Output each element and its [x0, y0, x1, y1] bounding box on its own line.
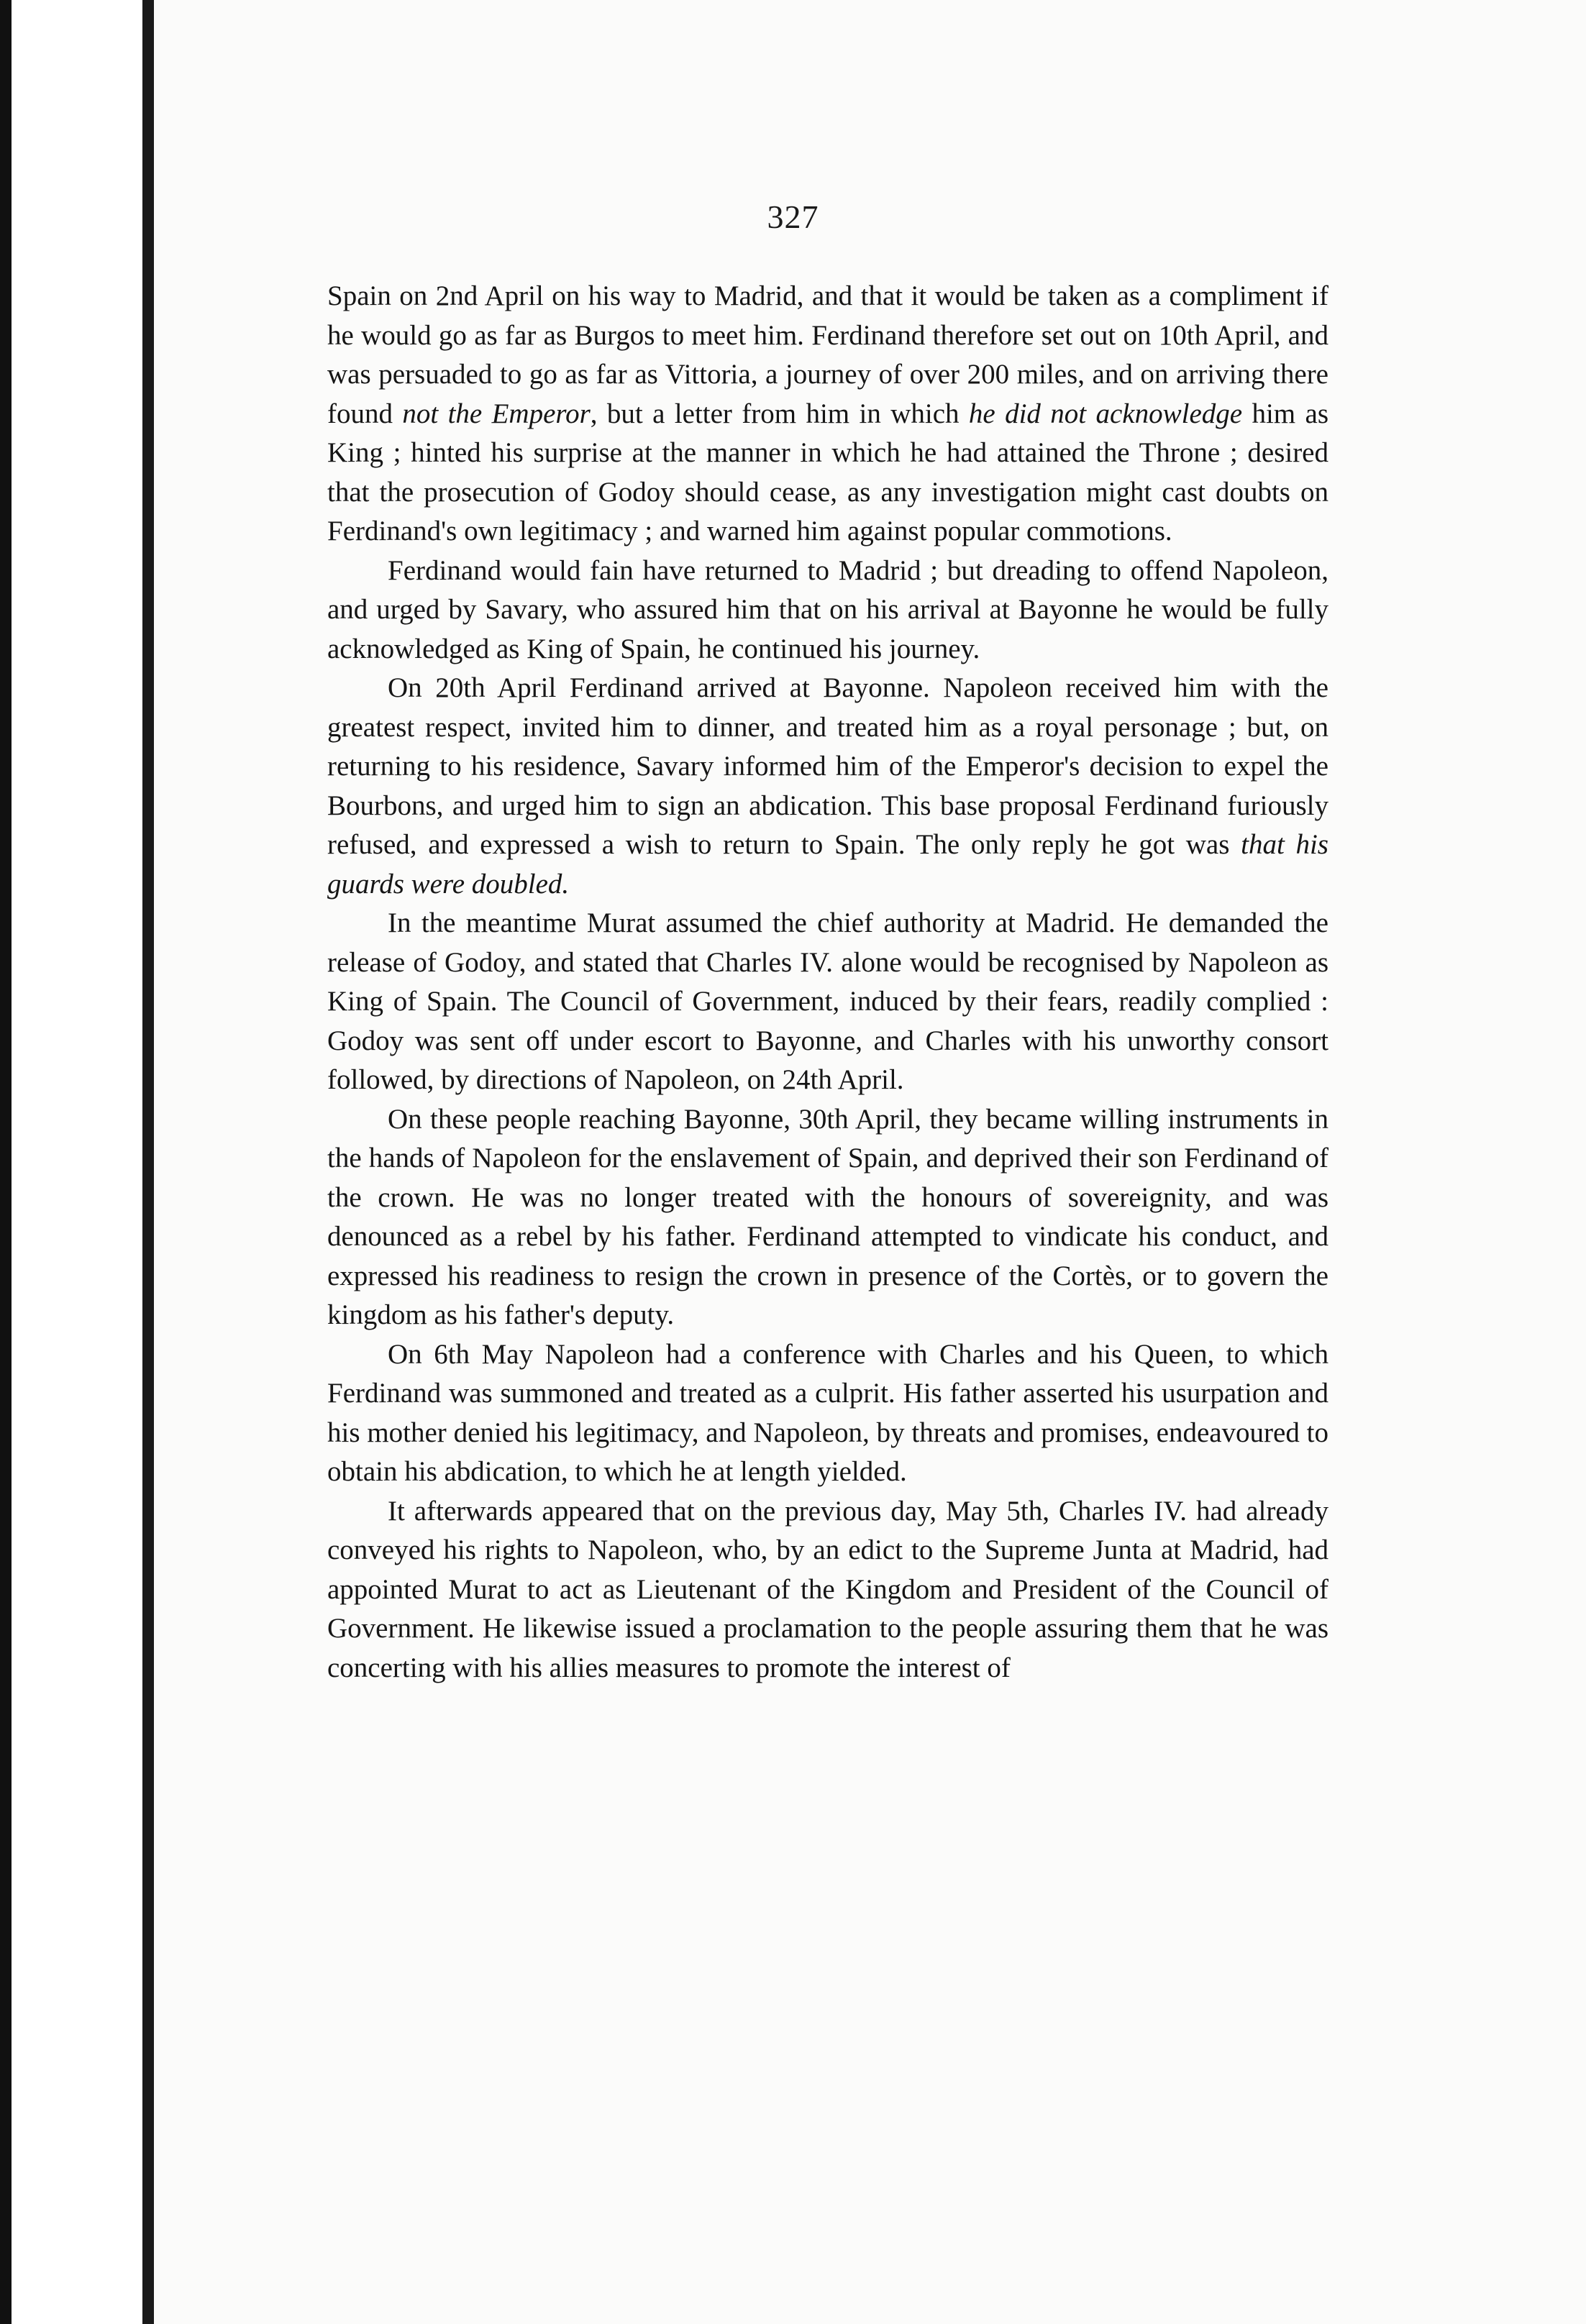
paragraph-4 — [327, 904, 1328, 1100]
text-run: Ferdinand would fain have returned to Madrid ; but dreading to offend Napoleon, and urged by Savary, who assured him that on his arrival at Bayonne he would be fully acknowledged as King of Spain, he continued his journey. — [327, 554, 1328, 664]
text-run: him as King ; hinted his surprise at the manner in which he had attained the Throne ; desired that the prosecution of Godoy should cease, as any investigation might cast doubts on Ferdinand's own legitimacy ; and warned him against popular commotions. — [327, 398, 1328, 546]
paragraph-7 — [327, 1492, 1328, 1688]
text-run: It afterwards appeared that on the previous day, May 5th, Charles IV. had already conveyed his rights to Napoleon, who, by an edict to the Supreme Junta at Madrid, had appointed Murat to act as Lieutenant of the Kingdom and President of the Council of Government. He likewise issued a proclamation to the people assuring them that he was concerting with his allies measures to promote the interest of — [327, 1495, 1328, 1683]
text-run: In the meantime Murat assumed the chief authority at Madrid. He demanded the release of Godoy, and stated that Charles IV. alone would be recognised by Napoleon as King of Spain. The Council of Government, induced by their fears, readily complied : Godoy was sent off under escort to Bayonne, and Charles with his unworthy consort followed, by directions of Napoleon, on 24th April. — [327, 907, 1328, 1095]
scan-page-edge — [142, 0, 154, 2324]
italic-text-run: he did not acknowledge — [968, 398, 1243, 429]
page-number: 327 — [767, 198, 819, 235]
body-text — [327, 277, 1328, 1688]
paragraph-1 — [327, 277, 1328, 552]
text-run: Spain on 2nd April on his way to Madrid, and that it would be taken as a compliment if he would go as far as Burgos to meet him. Ferdinand therefore set out on 10th April, and was persuaded to go as far as Vittoria, a journey of over 200 miles, and on arriving there found — [327, 280, 1328, 429]
paragraph-2 — [327, 552, 1328, 669]
paragraph-3 — [327, 669, 1328, 904]
italic-text-run: not the Emperor — [402, 398, 591, 429]
italic-text-run: that his guards were doubled. — [327, 829, 1328, 900]
scan-border-left — [0, 0, 12, 2324]
paragraph-6 — [327, 1335, 1328, 1492]
text-run: On 20th April Ferdinand arrived at Bayonne. Napoleon received him with the greatest respect, invited him to dinner, and treated him as a royal personage ; but, on returning to his residence, Savary informed him of the Emperor's decision to expel the Bourbons, and urged him to sign an abdication. This base proposal Ferdinand furiously refused, and expressed a wish to return to Spain. The only reply he got was — [327, 672, 1328, 860]
text-run: On 6th May Napoleon had a conference with Charles and his Queen, to which Ferdinand was summoned and treated as a culprit. His father asserted his usurpation and his mother denied his legitimacy, and Napoleon, by threats and promises, endeavoured to obtain his abdication, to which he at length yielded. — [327, 1338, 1328, 1487]
text-run: , but a letter from him in which — [590, 398, 969, 429]
paragraph-5 — [327, 1100, 1328, 1335]
text-run: On these people reaching Bayonne, 30th April, they became willing instruments in the hands of Napoleon for the enslavement of Spain, and deprived their son Ferdinand of the crown. He was no longer treated with the honours of sovereignity, and was denounced as a rebel by his father. Ferdinand attempted to vindicate his conduct, and expressed his readiness to resign the crown in presence of the Cortès, or to govern the kingdom as his father's deputy. — [327, 1103, 1328, 1330]
